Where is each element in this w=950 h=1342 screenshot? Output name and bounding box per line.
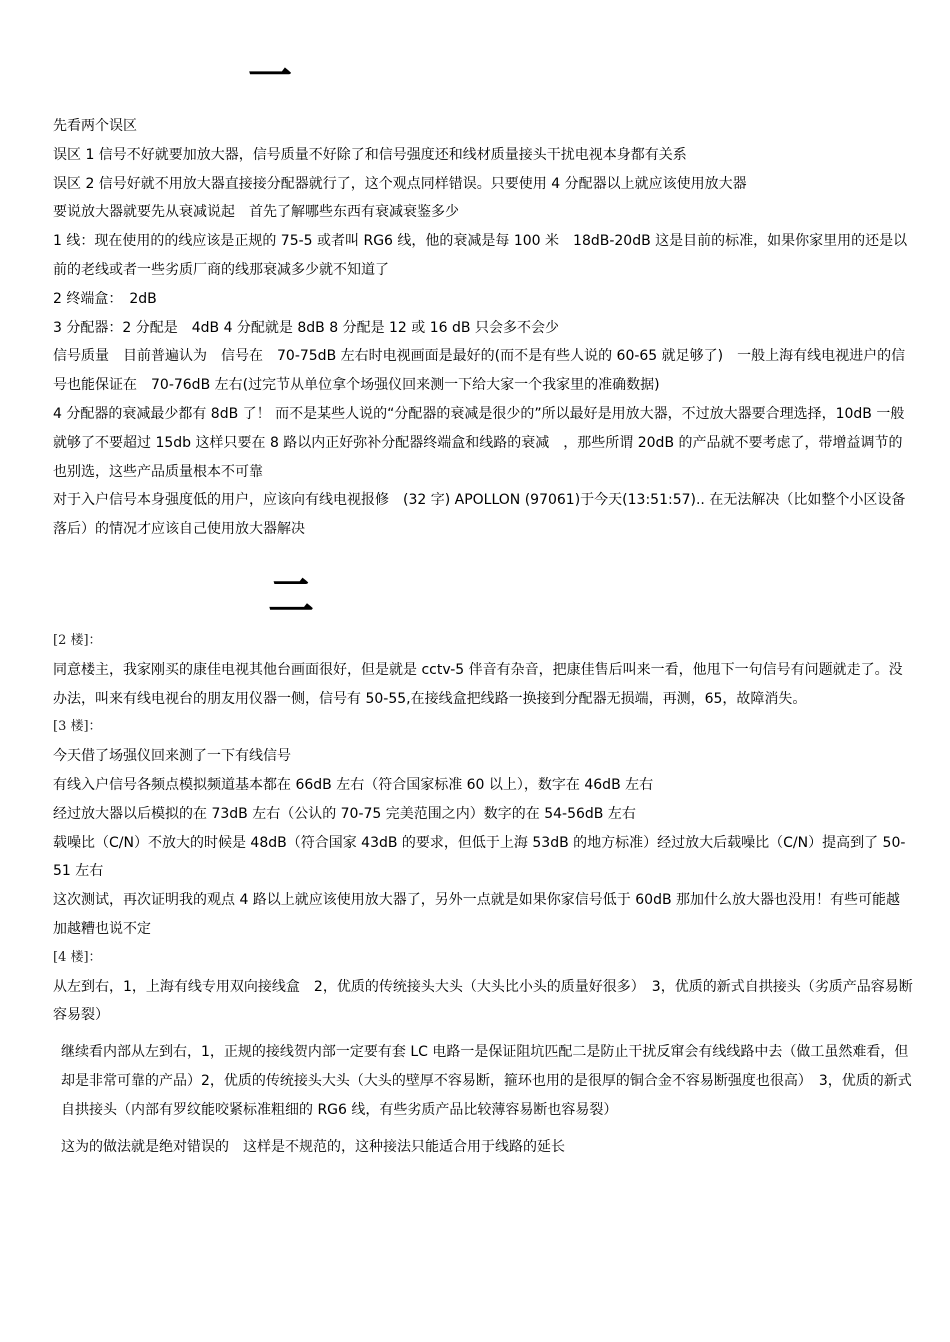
paragraph: 今天借了场强仪回来测了一下有线信号 [53,748,291,765]
floor-2-label: [2 楼]： [53,633,102,648]
spacer [53,1125,913,1133]
section-heading-one: 一 [248,51,292,102]
paragraph: 4 分配器的衰减最少都有 8dB 了！ 而不是某些人说的“分配器的衰减是很少的”所以最好是用放大器，不过放大器要合理选择，10dB 一般就够了不要超过 15db 这样只要在 8 路以内正好弥补分配器终端盒和线路的衰减 ，那些所谓 20dB 的产品就不要考虑了，带增益调节的也别选，这些产品质量根本不可靠 [53,405,905,480]
paragraph: 继续看内部从左到右，1，正规的接线贺内部一定要有套 LC 电路一是保证阻坑匹配二是防止干扰反窜会有线线路中去（做工虽然难看，但却是非常可靠的产品）2，优质的传统接头大头（大头的壁厚不容易断，箍环也用的是很厚的铜合金不容易断强度也很高） 3，优质的新式自拱接头（内部有罗纹能咬紧标准粗细的 RG6 线，有些劣质产品比较薄容易断也容易裂） [61,1044,912,1118]
section-heading-two: 二 [268,569,314,623]
paragraph: 1 线：现在使用的的线应该是正规的 75-5 或者叫 RG6 线，他的衰减是每 100 米 18dB-20dB 这是目前的标准，如果你家里用的还是以前的老线或者一些劣质厂商的线那衰减多少就不知道了 [53,233,908,278]
paragraph: 对于入户信号本身强度低的用户，应该向有线电视报修 (32 字) APOLLON (97061)于今天(13:51:57).. 在无法解决（比如整个小区设备落后）的情况才应该自己使用放大器解决 [53,492,906,538]
paragraph: 信号质量 目前普遍认为 信号在 70-75dB 左右时电视画面是最好的(而不是有些人说的 60-65 就足够了) 一般上海有线电视进户的信号也能保证在 70-76dB 左右(过完节从单位拿个场强仪回来测一下给大家一个我家里的准确数据) [53,348,906,394]
floor-4-label: [4 楼]： [53,949,102,965]
paragraph: 先看两个误区 [53,118,137,134]
paragraph: 要说放大器就要先从衰减说起 首先了解哪些东西有衰减衰鉴多少 [53,204,459,221]
paragraph: 经过放大器以后模拟的在 73dB 左右（公认的 70-75 完美范围之内）数字的在 54-56dB 左右 [53,805,636,822]
paragraph: 误区 1 信号不好就要加放大器，信号质量不好除了和信号强度还和线材质量接头干扰电视本身都有关系 [53,146,687,163]
section-one-body [53,112,913,544]
floor-2-text: 同意楼主，我家刚买的康佳电视其他台画面很好，但是就是 cctv-5 伴音有杂音，把康佳售后叫来一看，他甩下一句信号有问题就走了。没办法，叫来有线电视台的朋友用仪器一侧，信号有 50-55,在接线盒把线路一换接到分配器无损端，再测，65，故障消失。 [53,661,903,707]
paragraph: 误区 2 信号好就不用放大器直接接分配器就行了，这个观点同样错误。只要使用 4 分配器以上就应该使用放大器 [53,175,747,192]
section-two-body [53,627,913,1161]
paragraph: 3 分配器：2 分配是 4dB 4 分配就是 8dB 8 分配是 12 或 16 dB 只会多不会少 [53,319,559,336]
paragraph: 2 终端盒： 2dB [53,290,157,307]
floor-3-label: [3 楼]： [53,719,102,735]
paragraph: 有线入户信号各频点模拟频道基本都在 66dB 左右（符合国家标准 60 以上），数字在 46dB 左右 [53,776,654,793]
paragraph: 这为的做法就是绝对错误的 这样是不规范的，这种接法只能适合用于线路的延长 [61,1138,565,1155]
paragraph: 这次测试，再次证明我的观点 4 路以上就应该使用放大器了，另外一点就是如果你家信号低于 60dB 那加什么放大器也没用！有些可能越加越糟也说不定 [53,892,901,937]
spacer [53,1030,913,1038]
paragraph: 载噪比（C/N）不放大的时候是 48dB（符合国家 43dB 的要求，但低于上海 53dB 的地方标准）经过放大后载噪比（C/N）提高到了 50-51 左右 [53,834,906,880]
paragraph: 从左到右，1，上海有线专用双向接线盒 2，优质的传统接头大头（大头比小头的质量好很多） 3，优质的新式自拱接头（劣质产品容易断容易裂） [53,978,913,1024]
